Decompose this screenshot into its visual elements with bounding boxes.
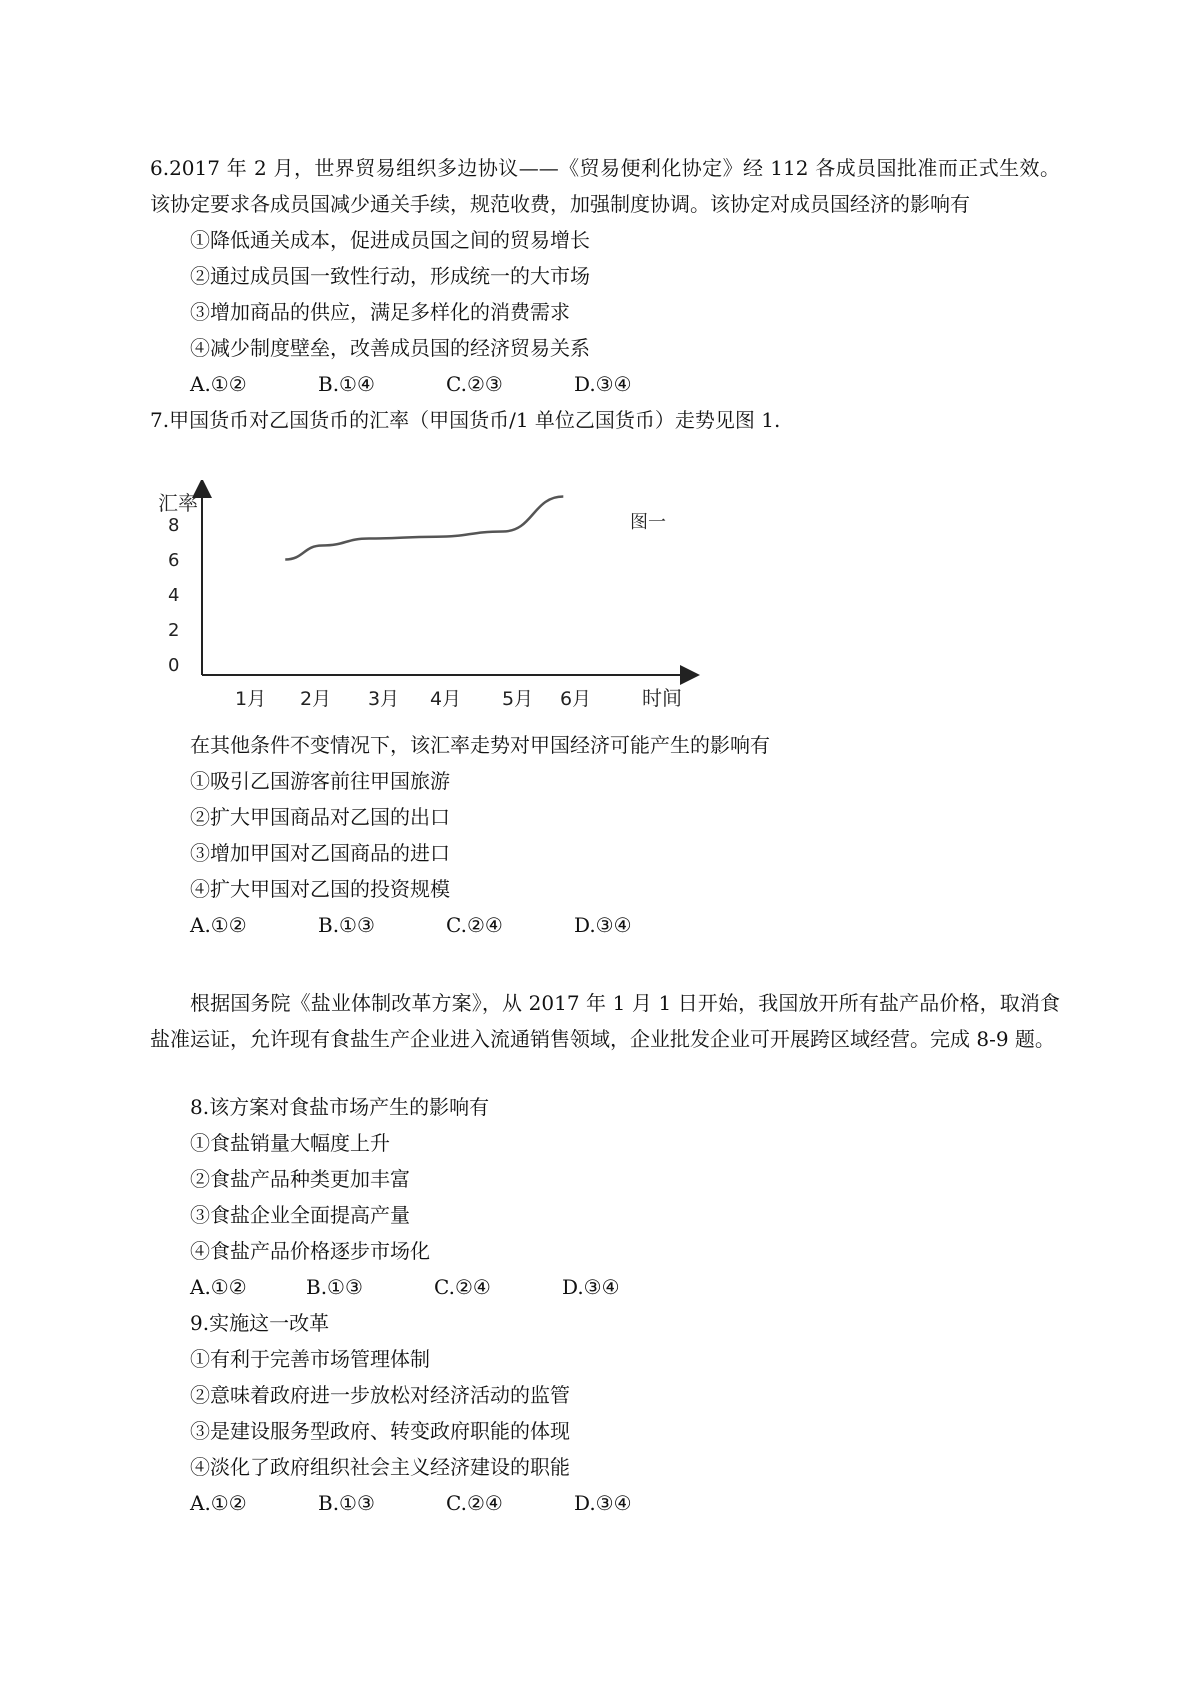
y-tick-label: 6 — [168, 550, 180, 571]
q7-choice-a: A.①② — [190, 913, 247, 937]
q9-choice-b: B.①③ — [318, 1491, 375, 1515]
q9-choices — [190, 1493, 632, 1513]
q8-option-3: ③食盐企业全面提高产量 — [190, 1203, 410, 1227]
q8-choice-b: B.①③ — [306, 1275, 363, 1299]
q9-choice-c: C.②④ — [446, 1491, 503, 1515]
exchange-rate-chart — [150, 480, 710, 720]
q7-choice-c: C.②④ — [446, 913, 503, 937]
q9-option-1: ①有利于完善市场管理体制 — [190, 1347, 430, 1371]
q8-choice-d: D.③④ — [562, 1275, 620, 1299]
q7-option-3: ③增加甲国对乙国商品的进口 — [190, 841, 450, 865]
q9-choice-d: D.③④ — [574, 1491, 632, 1515]
y-tick-label: 8 — [168, 515, 180, 536]
x-tick-label: 3月 — [368, 688, 400, 710]
x-tick-label: 6月 — [560, 688, 592, 710]
x-tick-label: 2月 — [300, 688, 332, 710]
y-tick-label: 0 — [168, 655, 180, 676]
q7-option-1: ①吸引乙国游客前往甲国旅游 — [190, 769, 450, 793]
q9-stem: 9.实施这一改革 — [190, 1311, 330, 1335]
q6-choice-d: D.③④ — [574, 372, 632, 396]
q8-choices — [190, 1277, 620, 1297]
q8-choice-c: C.②④ — [434, 1275, 491, 1299]
q8-choice-a: A.①② — [190, 1275, 247, 1299]
chart-title: 图一 — [630, 512, 666, 533]
y-tick-labels — [168, 515, 179, 676]
passage-text: 根据国务院《盐业体制改革方案》，从 2017 年 1 月 1 日开始，我国放开所有盐产品价格，取消食盐准运证，允许现有食盐生产企业进入流通销售领域，企业批发企业可开展跨区域经营。完成 8-9 题。 — [150, 991, 1060, 1051]
q6-choice-b: B.①④ — [318, 372, 375, 396]
q9-option-3: ③是建设服务型政府、转变政府职能的体现 — [190, 1419, 570, 1443]
q7-choice-d: D.③④ — [574, 913, 632, 937]
q6-choices — [190, 374, 632, 394]
q6-option-4: ④减少制度壁垒，改善成员国的经济贸易关系 — [190, 336, 590, 360]
y-tick-label: 2 — [168, 620, 180, 641]
q9-option-4: ④淡化了政府组织社会主义经济建设的职能 — [190, 1455, 570, 1479]
q7-choices — [190, 915, 632, 935]
q8-option-2: ②食盐产品种类更加丰富 — [190, 1167, 410, 1191]
y-tick-label: 4 — [168, 585, 180, 606]
q7-stem: 7.甲国货币对乙国货币的汇率（甲国货币/1 单位乙国货币）走势见图 1. — [150, 408, 781, 432]
q7-choice-b: B.①③ — [318, 913, 375, 937]
x-tick-label: 1月 — [235, 688, 267, 710]
y-axis-label: 汇率 — [158, 491, 198, 515]
q7-option-4: ④扩大甲国对乙国的投资规模 — [190, 877, 450, 901]
x-axis-label: 时间 — [642, 686, 682, 710]
q8-option-1: ①食盐销量大幅度上升 — [190, 1131, 390, 1155]
exchange-rate-line — [285, 497, 563, 560]
q7-lead: 在其他条件不变情况下，该汇率走势对甲国经济可能产生的影响有 — [190, 733, 770, 757]
q6-option-2: ②通过成员国一致性行动，形成统一的大市场 — [190, 264, 590, 288]
q6-option-3: ③增加商品的供应，满足多样化的消费需求 — [190, 300, 570, 324]
q8-option-4: ④食盐产品价格逐步市场化 — [190, 1239, 430, 1263]
q7-option-2: ②扩大甲国商品对乙国的出口 — [190, 805, 450, 829]
q6-option-1: ①降低通关成本，促进成员国之间的贸易增长 — [190, 228, 590, 252]
q6-choice-a: A.①② — [190, 372, 247, 396]
x-tick-label: 5月 — [502, 688, 534, 710]
q9-option-2: ②意味着政府进一步放松对经济活动的监管 — [190, 1383, 570, 1407]
q6-choice-c: C.②③ — [446, 372, 503, 396]
q8-stem: 8.该方案对食盐市场产生的影响有 — [190, 1095, 490, 1119]
q9-choice-a: A.①② — [190, 1491, 247, 1515]
x-tick-labels — [235, 688, 591, 710]
x-tick-label: 4月 — [430, 688, 462, 710]
q6-stem: 6.2017 年 2 月，世界贸易组织多边协议——《贸易便利化协定》经 112 各成员国批准而正式生效。该协定要求各成员国减少通关手续，规范收费，加强制度协调。该协定对成员国经济的影响有 — [150, 156, 1060, 216]
